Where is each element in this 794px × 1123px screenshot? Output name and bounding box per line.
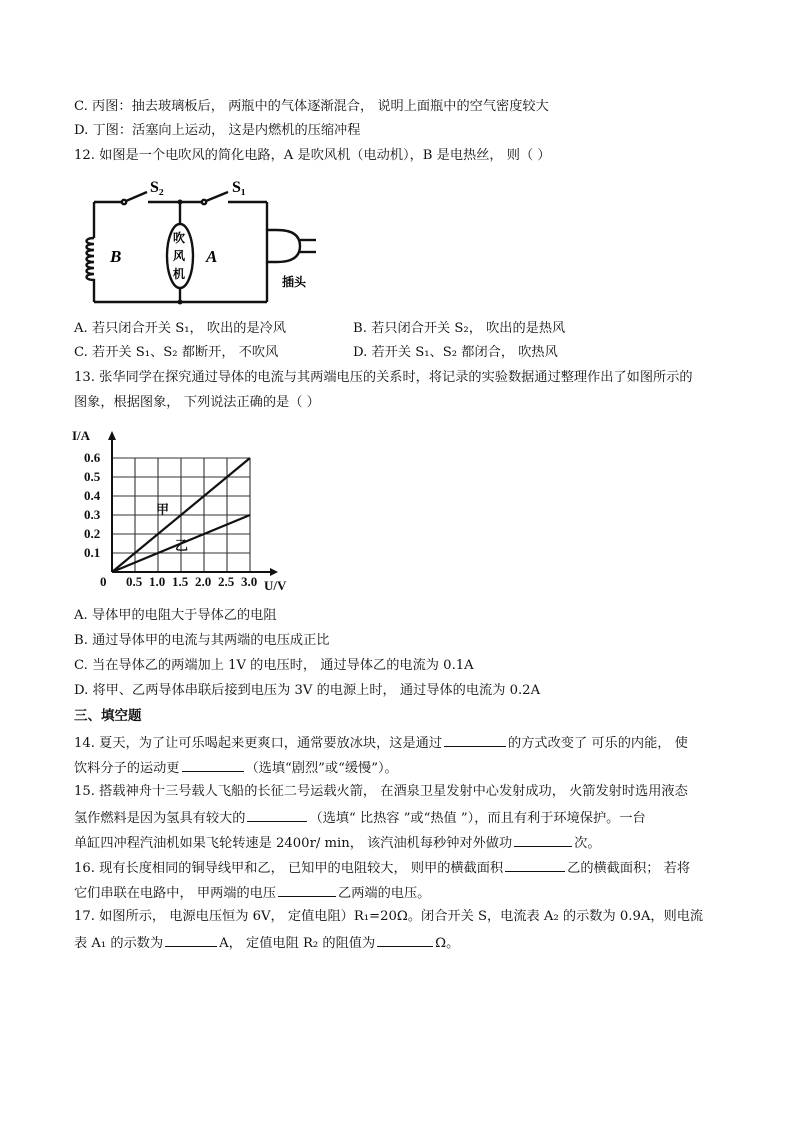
q13-option-d: D. 将甲、乙两导体串联后接到电压为 3V 的电源上时， 通过导体的电流为 0.2A [74,683,541,698]
q16-text-4: 乙两端的电压。 [338,886,431,901]
q15-blank-1[interactable] [247,808,307,822]
q12-option-b: B. 若只闭合开关 S₂， 吹出的是热风 [353,321,566,336]
motor-label: A [206,247,218,266]
q17-blank-2[interactable] [377,933,433,947]
q12-stem: 12. 如图是一个电吹风的简化电路，A 是吹风机（电动机），B 是电热丝， 则（ ） [74,148,551,163]
plug-label: 插头 [282,275,307,289]
q17-text-1: 表 A₁ 的示数为 [74,936,164,951]
x-axis-label: U/V [264,578,287,593]
switch-s1-label: S₁ [232,179,246,196]
q13-option-a: A. 导体甲的电阻大于导体乙的电阻 [74,608,277,623]
q16-line2 [74,883,430,903]
q15-line1: 15. 搭载神舟十三号载人飞船的长征二号运载火箭， 在酒泉卫星发射中心发射成功， 火箭发射时选用液态 [74,784,688,799]
q16-blank-1[interactable] [505,858,565,872]
q15-line3 [74,833,601,853]
x-axis-arrow [270,568,278,576]
q17-blank-1[interactable] [165,933,217,947]
q12-option-d: D. 若开关 S₁、S₂ 都闭合， 吹热风 [353,345,558,360]
q15-blank-2[interactable] [514,833,572,847]
origin-label: 0 [100,574,107,589]
x-tick-label: 2.0 [195,574,212,589]
q14-line1 [74,733,688,753]
y-tick-label: 0.3 [84,507,101,522]
q14-blank-2[interactable] [182,758,244,772]
y-axis-arrow [108,431,116,440]
y-tick-label: 0.1 [84,545,101,560]
q17-line1: 17. 如图所示， 电源电压恒为 6V， 定值电阻）R₁=20Ω。闭合开关 S，电流表 A₂ 的示数为 0.9A，则电流 [74,909,704,924]
q16-line1 [74,858,690,878]
q13-stem-line1: 13. 张华同学在探究通过导体的电流与其两端电压的关系时，将记录的实验数据通过整理作出了如图所示的 [74,370,693,385]
x-tick-label: 0.5 [126,574,143,589]
q16-text-3: 它们串联在电路中， 甲两端的电压 [74,886,277,901]
y-tick-label: 0.5 [84,469,101,484]
q11-option-d: D. 丁图：活塞向上运动， 这是内燃机的压缩冲程 [74,123,361,138]
q15-text-4: 次。 [574,836,601,851]
q12-option-a: A. 若只闭合开关 S₁， 吹出的是冷风 [74,321,287,336]
q11-option-c: C. 丙图：抽去玻璃板后， 两瓶中的气体逐渐混合， 说明上面瓶中的空气密度较大 [74,99,549,114]
q17-text-3: Ω。 [435,936,460,951]
iu-graph [70,422,300,594]
y-tick-label: 0.2 [84,526,101,541]
iu-chart [70,422,300,594]
q14-text-2: 的方式改变了 可乐的内能， 使 [508,736,688,751]
motor-text-1: 吹 [173,231,186,245]
q15-line2 [74,808,646,828]
q14-text-4: （选填“剧烈”或“缓慢”）。 [245,761,398,776]
circuit-diagram [72,172,332,312]
q17-text-2: A， 定值电阻 R₂ 的阻值为 [219,936,376,951]
q14-blank-1[interactable] [444,733,506,747]
motor-text-3: 机 [173,267,186,281]
q14-text-3: 饮料分子的运动更 [74,761,180,776]
q17-line2 [74,933,459,953]
series-label-2: 乙 [175,538,189,553]
q14-text-1: 14. 夏天，为了让可乐喝起来更爽口，通常要放冰块，这是通过 [74,736,443,751]
motor-text-2: 风 [173,249,186,263]
x-tick-label: 1.0 [149,574,166,589]
section-title: 三、填空题 [74,708,142,724]
q15-text-2: （选填“ 比热容 ”或“热值 ”），而且有利于环境保护。一台 [309,811,646,826]
q12-option-c: C. 若开关 S₁、S₂ 都断开， 不吹风 [74,345,279,360]
q15-text-1: 氢作燃料是因为氢具有较大的 [74,811,246,826]
q13-option-c: C. 当在导体乙的两端加上 1V 的电压时， 通过导体乙的电流为 0.1A [74,658,474,673]
q16-text-2: 乙的横截面积； 若将 [567,861,691,876]
q15-text-3: 单缸四冲程汽油机如果飞轮转速是 2400r/ min， 该汽油机每秒钟对外做功 [74,836,513,851]
x-tick-label: 3.0 [241,574,258,589]
q13-option-b: B. 通过导体甲的电流与其两端的电压成正比 [74,633,330,648]
y-axis-label: I/A [72,428,91,443]
heater-label: B [110,247,122,266]
q13-stem-line2: 图象，根据图象， 下列说法正确的是（ ） [74,395,320,410]
q14-line2 [74,758,398,778]
x-tick-label: 2.5 [218,574,235,589]
x-tick-label: 1.5 [172,574,189,589]
y-tick-label: 0.6 [84,450,101,465]
q16-text-1: 16. 现有长度相同的铜导线甲和乙， 已知甲的电阻较大， 则甲的横截面积 [74,861,504,876]
y-tick-label: 0.4 [84,488,101,503]
q16-blank-2[interactable] [278,883,336,897]
series-label-1: 甲 [156,502,170,517]
switch-s2-label: S₂ [150,179,164,196]
